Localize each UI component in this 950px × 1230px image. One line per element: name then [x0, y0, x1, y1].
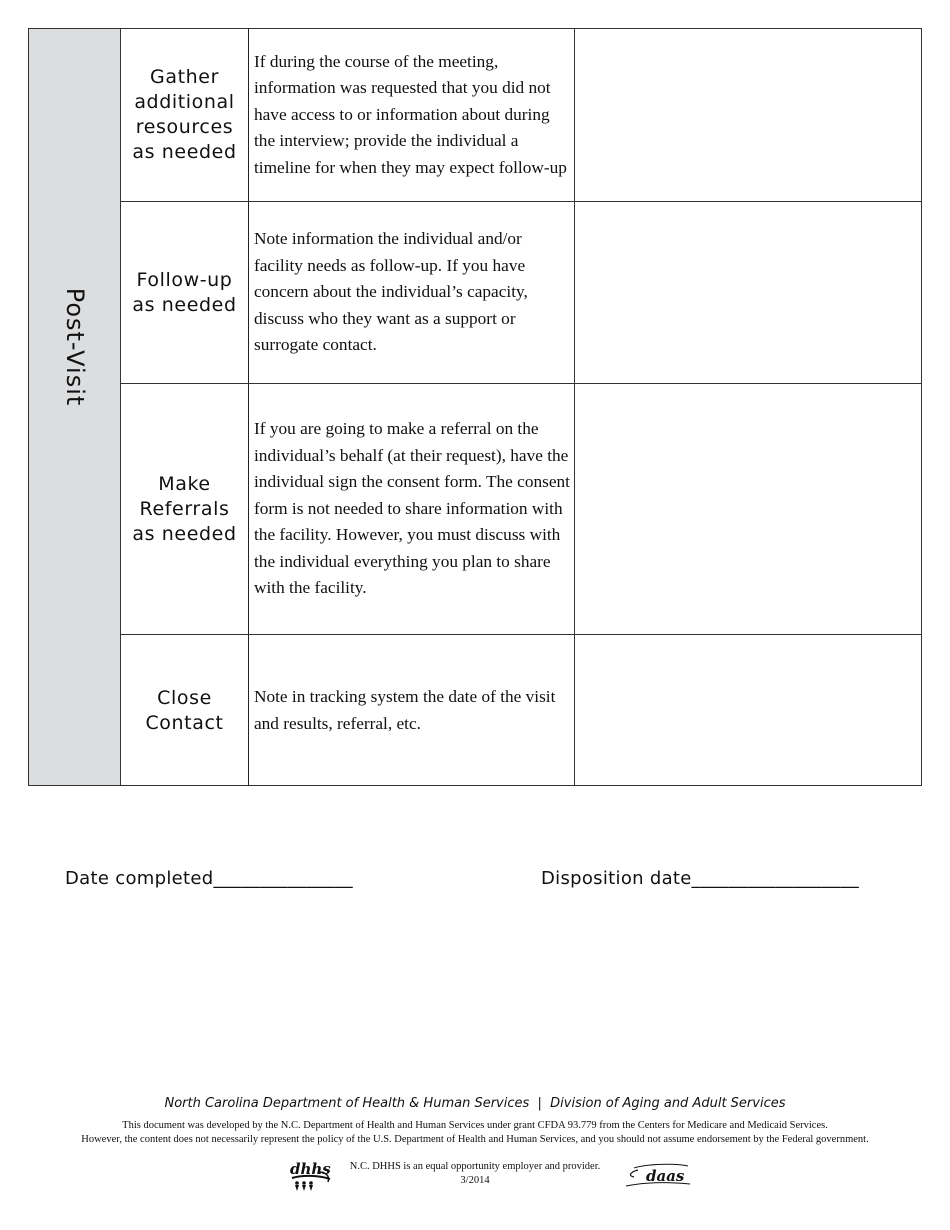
- footer-disclaimer: This document was developed by the N.C. Department of Health and Human Services under grant CFDA 93.779 from the Centers for Medicare and Medicaid Services. However, the content does not necessarily represent the policy of the U.S. Department of Health and Human Services, and you should not assume endorsement by the Federal government.: [81, 1120, 869, 1145]
- notes-cell[interactable]: [575, 202, 922, 383]
- footer-eoe: N.C. DHHS is an equal opportunity employer and provider. 3/2014: [349, 1161, 601, 1186]
- notes-cell[interactable]: [575, 384, 922, 634]
- dhhs-logo-icon: [286, 1158, 332, 1197]
- step-label: Follow-up as needed: [121, 202, 249, 383]
- svg-text:dhhs: dhhs: [290, 1160, 331, 1178]
- disposition-date-field[interactable]: Disposition date__________________: [541, 868, 860, 889]
- table-row: [121, 384, 922, 635]
- footer-organization: North Carolina Department of Health & Human Services | Division of Aging and Adult Services: [164, 1096, 786, 1111]
- svg-text:daas: daas: [646, 1167, 685, 1185]
- step-description: Note in tracking system the date of the visit and results, referral, etc.: [249, 635, 575, 786]
- notes-cell[interactable]: [575, 635, 922, 786]
- table-row: [121, 202, 922, 384]
- daas-logo-icon: [624, 1160, 692, 1195]
- section-sidebar: [29, 29, 121, 785]
- step-label: Close Contact: [121, 635, 249, 786]
- section-label: Post-Visit: [61, 287, 89, 407]
- date-completed-field[interactable]: Date completed_______________: [65, 868, 353, 889]
- table-row: [121, 29, 922, 202]
- table-row: [121, 635, 922, 786]
- notes-cell[interactable]: [575, 29, 922, 201]
- step-description: If during the course of the meeting, information was requested that you did not have access to or information about during the interview; provide the individual a timeline for when they may expect follow-up: [249, 29, 575, 201]
- step-description: If you are going to make a referral on the individual’s behalf (at their request), have the individual sign the consent form. The consent form is not needed to share information with the facility. However, you must discuss with the individual everything you plan to share with the facility.: [249, 384, 575, 634]
- step-label: Gather additional resources as needed: [121, 29, 249, 201]
- post-visit-table: [28, 28, 922, 786]
- step-description: Note information the individual and/or facility needs as follow-up. If you have concern about the individual’s capacity, discuss who they want as a support or surrogate contact.: [249, 202, 575, 383]
- step-label: Make Referrals as needed: [121, 384, 249, 634]
